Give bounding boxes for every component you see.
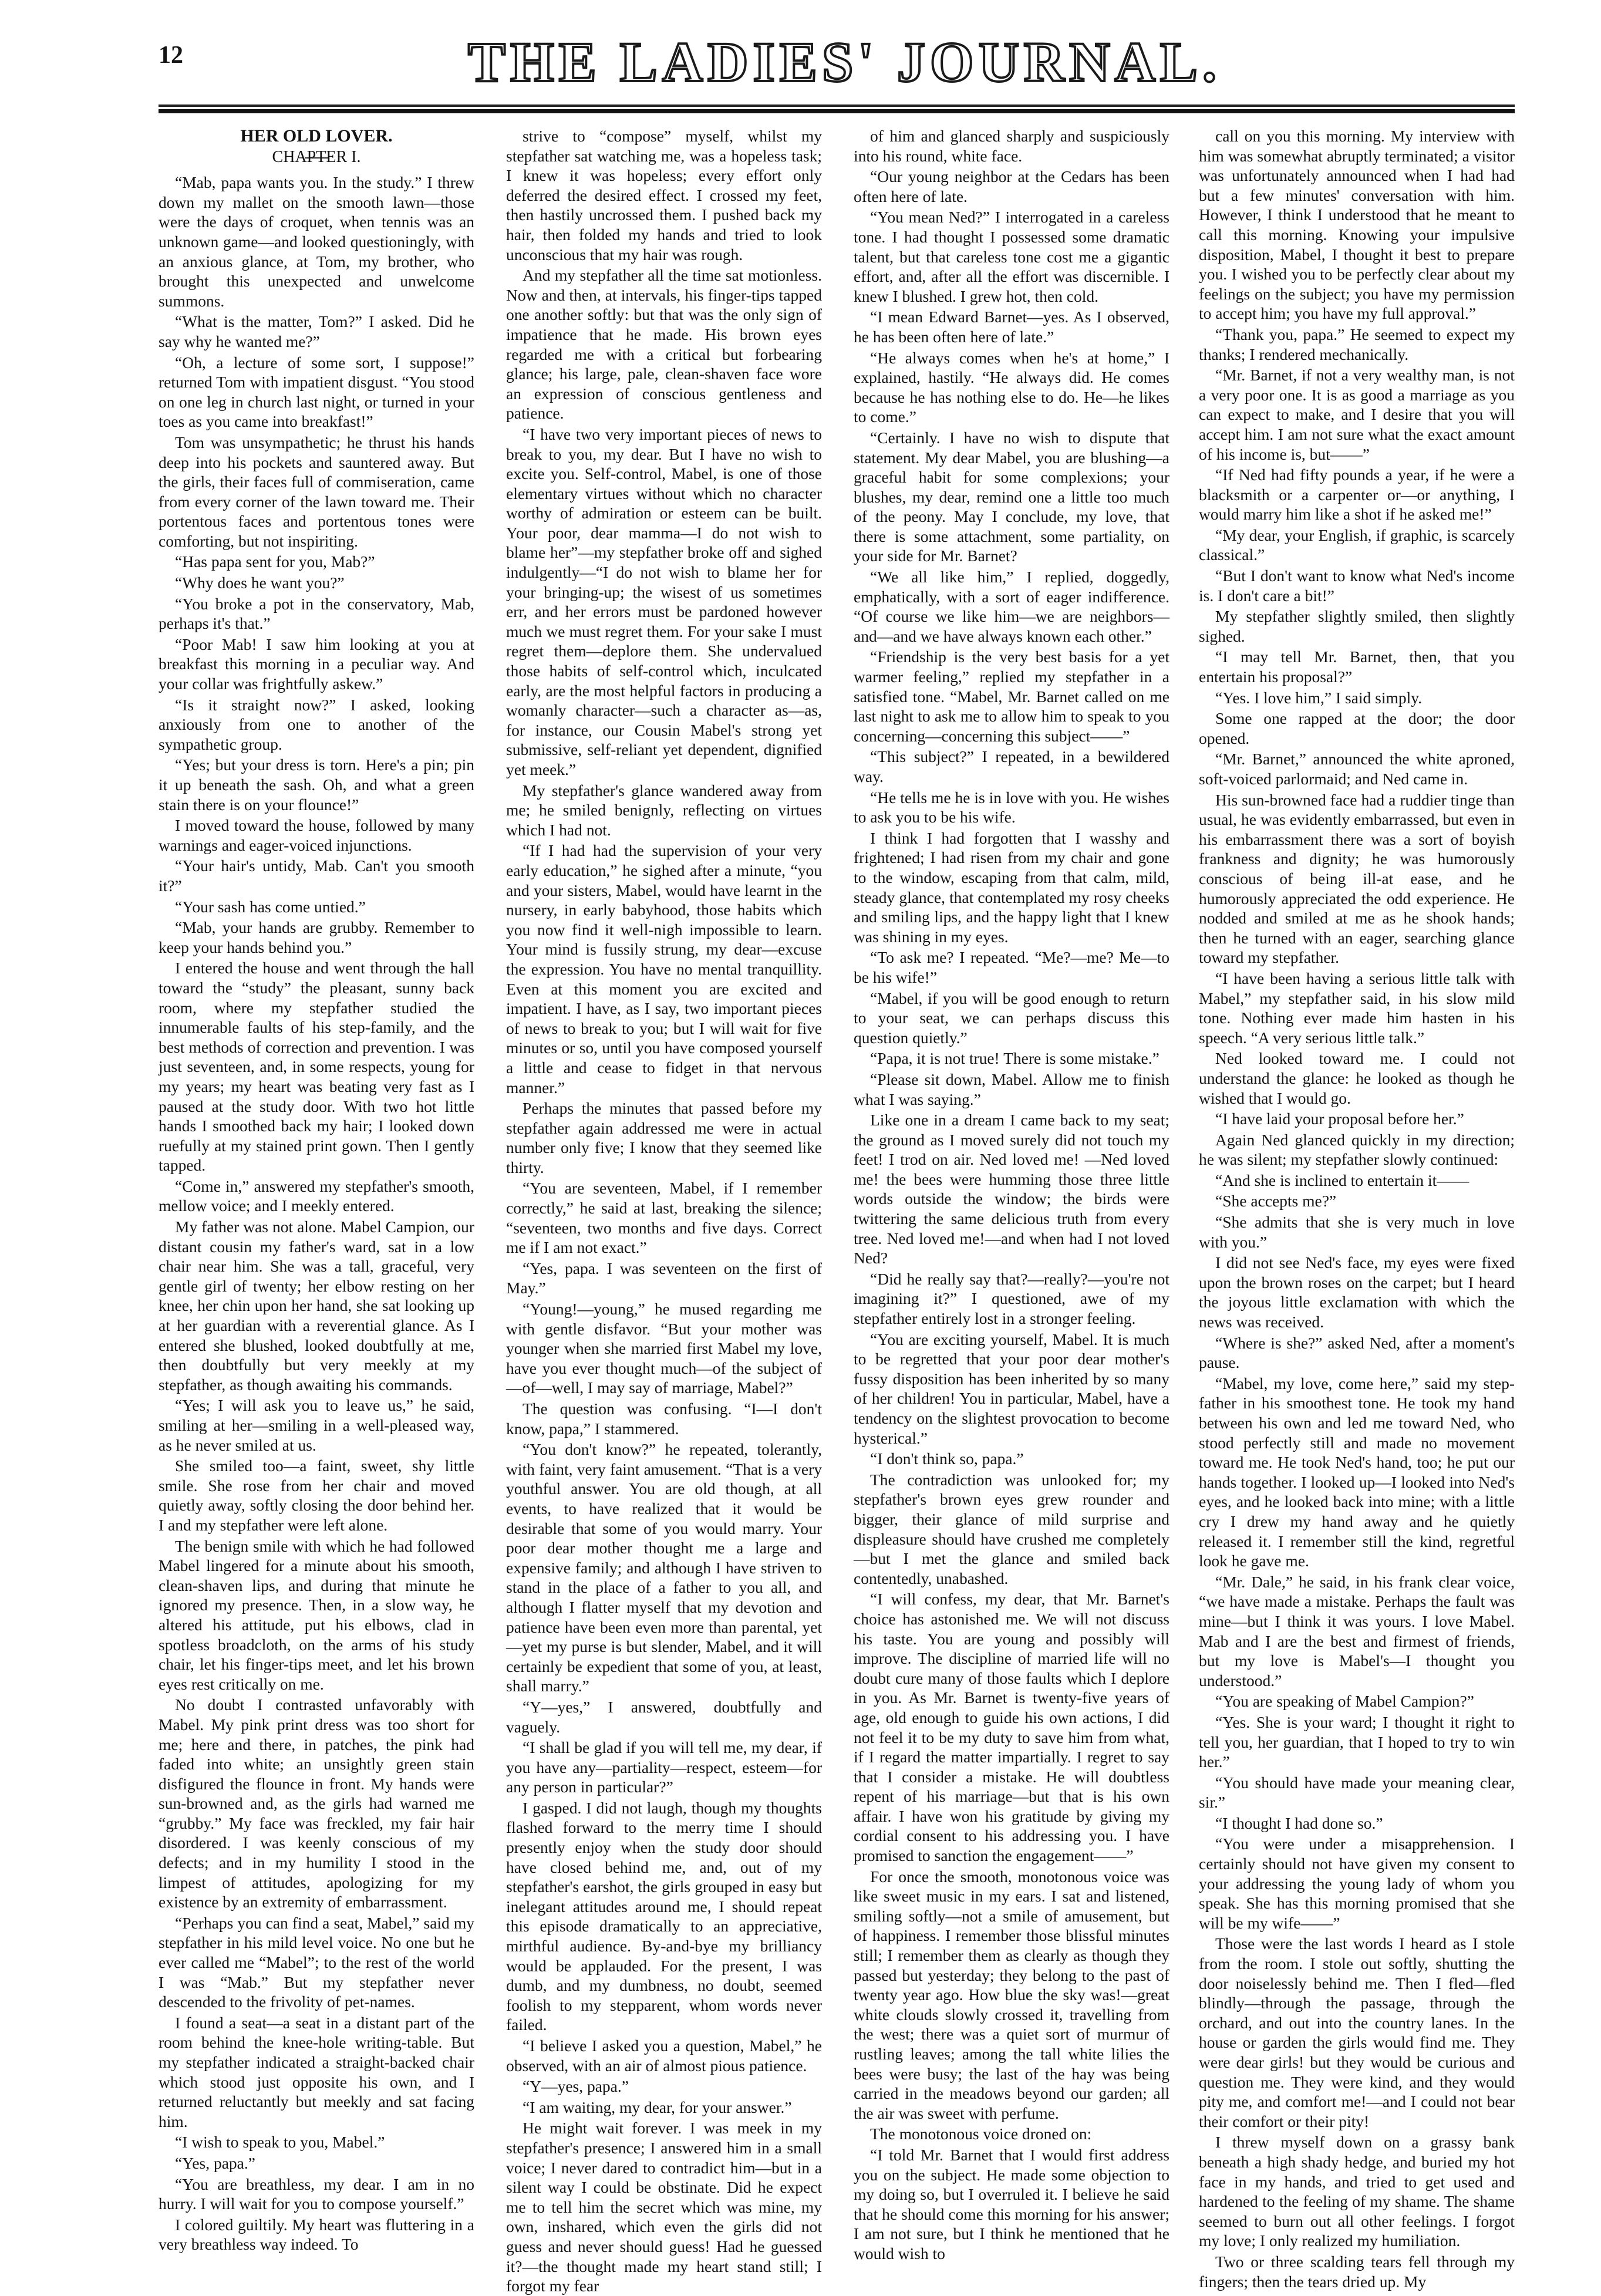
story-title: HER OLD LOVER. [240,126,393,146]
paragraph: “Please sit down, Mabel. Allow me to finish what I was saying.” [854,1070,1169,1108]
paragraph: He might wait forever. I was meek in my stepfather's presence; I answered him in a small voice; I never dared to contradict him—but in a silent way I could be obstinate. Did he expect me to tell him the secret which was mine, my own, inshared, which even the girls did not guess and never should guess! Had he guessed it?—the thought made my heart stand still; I forgot my fear [506,2119,822,2295]
paragraph: “I will confess, my dear, that Mr. Barnet's choice has astonished me. We will not discuss his taste. You are young and possibly will improve. The discipline of married life will no doubt cure many of those faults which I deplore in you. As Mr. Barnet is twenty-five years of age, old enough to guide his own actions, I did not feel it to be my duty to save him from what, if I regard the matter impartially. I regret to say that I consider a mistake. He will doubtless repent of his marriage—but that is his own affair. I have won his gratitude by giving my cordial consent to his addressing you. I have promised to sanction the engagement——” [854,1590,1169,1865]
paragraph: “And she is inclined to entertain it—— [1215,1171,1469,1189]
paragraph: “Yes, papa. I was seventeen on the first of May.” [506,1259,822,1297]
article-columns [159,126,1515,2295]
paragraph: “This subject?” I repeated, in a bewildered way. [854,747,1169,785]
paragraph: “Friendship is the very best basis for a yet warmer feeling,” replied my stepfather in a satisfied tone. “Mabel, Mr. Barnet called on me last night to ask me to allow him to speak to you concerning—concerning this subject——” [854,648,1169,745]
paragraph: No doubt I contrasted unfavorably with Mabel. My pink print dress was too short for me; here and there, in patches, the pink had faded into white; an unsightly green stain disfigured the flounce in front. My hands were sun-browned and, as the girls had warned me “grubby.” My face was freckled, my fair hair disordered. I was keenly conscious of my defects; and in my humility I stood in the limpest of attitudes, apologizing for my existence by an extremity of embarrassment. [159,1695,474,1911]
paragraph: I think I had forgotten that I wasshy and frightened; I had risen from my chair and gone to the window, escaping from that calm, mild, steady glance, that contemplated my rosy cheeks and smiling lips, and the happy light that I knew was shining in my eyes. [854,828,1169,946]
paragraph: “My dear, your English, if graphic, is scarcely classical.” [1199,525,1515,564]
paragraph: Some one rapped at the door; the door opened. [1199,709,1515,747]
paragraph: “Thank you, papa.” He seemed to expect my thanks; I rendered mechanically. [1199,325,1515,363]
paragraph: I moved toward the house, followed by many warnings and eager-voiced injunctions. [159,816,474,854]
paragraph: I colored guiltily. My heart was fluttering in a very breathless way indeed. To [159,2215,474,2254]
paragraph: “She admits that she is very much in love with you.” [1199,1213,1515,1251]
paragraph: Perhaps the minutes that passed before my stepfather again addressed me were in actual number only five; I know that they seemed like thirty. [506,1099,822,1176]
paragraph: “I am waiting, my dear, for your answer.” [523,2098,792,2116]
paragraph: “You should have made your meaning clear, sir.” [1199,1773,1515,1812]
paragraph: I entered the house and went through the hall toward the “study” the pleasant, sunny back room, where my stepfather studied the innumerable faults of his step-family, and the best methods of correction and prevention. I was just seventeen, and, in some respects, young for my years; my heart was beating very fast as I paused at the study door. With two hot little hands I smoothed back my hair; I looked down ruefully at my stained print gown. Then I gently tapped. [159,959,474,1175]
paragraph: “You are breathless, my dear. I am in no hurry. I will wait for you to compose yourself.” [159,2174,474,2213]
paragraph: Again Ned glanced quickly in my direction; he was silent; my stepfather slowly continued: [1199,1130,1515,1169]
paragraph: “I have laid your proposal before her.” [1215,1110,1464,1128]
paragraph: “Where is she?” asked Ned, after a moment's pause. [1199,1333,1515,1372]
paragraph: “What is the matter, Tom?” I asked. Did he say why he wanted me?” [159,312,474,350]
paragraph: “Young!—young,” he mused regarding me with gentle disfavor. “But your mother was younger when she married first Mabel my love, have you ever thought much—of the subject of—of—well, I may say of marriage, Mabel?” [506,1300,822,1397]
paragraph: “I told Mr. Barnet that I would first address you on the subject. He made some objection to my doing so, but I overruled it. I believe he said that he should come this morning for his answer; I am not sure, but I think he mentioned that he would wish to [854,2145,1169,2263]
paragraph: “I mean Edward Barnet—yes. As I observed, he has been often here of late.” [854,308,1169,346]
paragraph: The benign smile with which he had followed Mabel lingered for a minute about his smooth, clean-shaven lips, and during that minute he ignored my presence. Then, in a slow way, he altered his attitude, put his elbows, clad in spotless broadcloth, on the arms of his study chair, let his finger-tips meet, and let his brown eyes rest critically on me. [159,1536,474,1693]
paragraph: “Perhaps you can find a seat, Mabel,” said my stepfather in his mild level voice. No one but he ever called me “Mabel”; to the rest of the world I was “Mab.” But my stepfather never descended to the frivolity of pet-names. [159,1913,474,2011]
paragraph: “Y—yes, papa.” [523,2077,629,2096]
paragraph: “I may tell Mr. Barnet, then, that you entertain his proposal?” [1199,648,1515,686]
paragraph: “Mr. Barnet,” announced the white aproned, soft-voiced parlormaid; and Ned came in. [1199,750,1515,788]
paragraph: “Mab, papa wants you. In the study.” I threw down my mallet on the smooth lawn—those were the days of croquet, when tennis was an unknown game—and looked questioningly, with an anxious glance, at Tom, my brother, who brought this unexpected and unwelcome summons. [159,173,474,310]
paragraph: “But I don't want to know what Ned's income is. I don't care a bit!” [1199,567,1515,605]
paragraph: “You don't know?” he repeated, tolerantly, with faint, very faint amusement. “That is a very youthful answer. You are old though, at all events, to have realized that it would be desirable that some of you would marry. Your poor dear mother thought me a large and expensive family; and although I have striven to stand in the place of a father to you all, and although I flatter myself that my devotion and patience have been even more than parental, yet—yet my purse is but slender, Mabel, and it will certainly be expedient that some of you, at least, shall marry.” [506,1440,822,1695]
paragraph: “You were under a misapprehension. I certainly should not have given my consent to your addressing the young lady of whom you speak. She has this morning promised that she will be my wife——” [1199,1835,1515,1932]
paragraph: “I have two very important pieces of news to break to you, my dear. But I have no wish to excite you. Self-control, Mabel, is one of those elementary virtues without which no character worthy of admiration or esteem can be built. Your poor, dear mamma—I do not wish to blame her”—my stepfather broke off and sighed indulgently—“I do not wish to blame her for your bringing-up; the wisest of us sometimes err, and her errors must be pardoned however much we must regret them. For your sake I must regret them—deplore them. She undervalued those habits of self-control which, inculcated early, are the most helpful factors in producing a womanly character—such a character as—as, for instance, our Cousin Mabel's strong yet submissive, self-reliant yet dependent, dignified yet meek.” [506,424,822,778]
paragraph: “Oh, a lecture of some sort, I suppose!” returned Tom with impatient disgust. “You stood on one leg in church last night, or turned in your toes as you came into breakfast!” [159,353,474,431]
paragraph: “Yes. She is your ward; I thought it right to tell you, her guardian, that I hoped to try to win her.” [1199,1712,1515,1771]
paragraph: My stepfather's glance wandered away from me; he smiled benignly, reflecting on virtues which I had not. [506,781,822,839]
paragraph: “I thought I had done so.” [1215,1813,1383,1832]
paragraph: “Yes, papa.” [175,2153,255,2172]
paragraph: “Mr. Dale,” he said, in his frank clear voice, “we have made a mistake. Perhaps the fault was mine—but I think it was yours. I love Mabel. Mab and I are the best and firmest of friends, but my love is Mabel's—I thought you understood.” [1199,1572,1515,1690]
paragraph: “Mabel, if you will be good enough to return to your seat, we can perhaps discuss this question quietly.” [854,989,1169,1047]
header-rule-thick [159,109,1515,113]
paragraph: “You broke a pot in the conservatory, Mab, perhaps it's that.” [159,594,474,633]
column-1 [159,126,474,2254]
paragraph: The monotonous voice droned on: [870,2125,1092,2143]
column-3 [854,126,1169,2263]
paragraph: Ned looked toward me. I could not understand the glance: he looked as though he wished that I would go. [1199,1049,1515,1107]
paragraph: The contradiction was unlooked for; my stepfather's brown eyes grew rounder and bigger, their glance of mild surprise and displeasure should have crushed me completely—but I met the glance and smiled back contentedly, unabashed. [854,1470,1169,1587]
paragraph: “I wish to speak to you, Mabel.” [175,2133,385,2152]
paragraph: “You mean Ned?” I interrogated in a careless tone. I had thought I possessed some dramatic talent, but that careless tone cost me a gigantic effort, and, after all the effort was discernible. I knew I blushed. I grew hot, then cold. [854,208,1169,305]
paragraph: “Mabel, my love, come here,” said my step-father in his smoothest tone. He took my hand between his own and led me toward Ned, who stood perfectly still and made no movement toward me. He took Ned's hand, too; he put our hands together. I looked up—I looked into Ned's eyes, and he looked back into mine; with a little cry I drew my hand away and he quietly released it. I remember still the kind, regretful look he gave me. [1199,1374,1515,1570]
paragraph: “Yes. I love him,” I said simply. [1215,688,1423,707]
chapter-heading: CHAPTER I. [272,147,361,166]
paragraph: “You are exciting yourself, Mabel. It is much to be regretted that your poor dear mother's fussy disposition has been inherited by so many of her children! You in particular, Mabel, have a tendency on the slightest provocation to become hysterical.” [854,1330,1169,1447]
paragraph: “Mr. Barnet, if not a very wealthy man, is not a very poor one. It is as good a marriage as you can expect to make, and I desire that you will accept him. I am not sure what the exact amount of his income is, but——” [1199,366,1515,463]
paragraph: And my stepfather all the time sat motionless. Now and then, at intervals, his finger-tips tapped one another softly: but that was the only sign of impatience that he made. His brown eyes regarded me with a critical but forbearing glance; his large, pale, clean-shaven face wore an expression of conscious gentleness and patience. [506,266,822,423]
paragraph: “Is it straight now?” I asked, looking anxiously from one to another of the sympathetic group. [159,695,474,753]
paragraph: Like one in a dream I came back to my seat; the ground as I moved surely did not touch my feet! I trod on air. Ned loved me! —Ned loved me! the bees were humming those three little words outside the window; the birds were twittering the same delicious truth from every tree. Ned loved me!—and when had I not loved Ned? [854,1111,1169,1267]
paragraph: “We all like him,” I replied, doggedly, emphatically, with a sort of eager indifference. “Of course we like him—we are neighbors—and—and we have always known each other.” [854,568,1169,645]
paragraph: My father was not alone. Mabel Campion, our distant cousin my father's ward, sat in a low chair near him. She was a tall, graceful, very gentle girl of twenty; her elbow resting on her knee, her chin upon her hand, she sat looking up at her guardian with a reverential glance. As I entered she blushed, looked doubtfully at me, then doubtfully but very meekly at my stepfather, as though awaiting his commands. [159,1218,474,1394]
paragraph: “I have been having a serious little talk with Mabel,” my stepfather said, in his slow mild tone. Nothing ever made him hasten in his speech. “A very serious little talk.” [1199,969,1515,1047]
paragraph: “He always comes when he's at home,” I explained, hastily. “He always did. He comes because he has nothing else to do. He—he likes to come.” [854,348,1169,426]
paragraph: My stepfather slightly smiled, then slightly sighed. [1199,607,1515,645]
paragraph: I found a seat—a seat in a distant part of the room behind the knee-hole writing-table. But my stepfather indicated a straight-backed chair which stood just opposite his own, and I returned reluctantly but meekly and sat facing him. [159,2013,474,2130]
paragraph: “You are speaking of Mabel Campion?” [1215,1692,1474,1711]
paragraph: “Certainly. I have no wish to dispute that statement. My dear Mabel, you are blushing—a graceful habit for some complexions; your blushes, my dear, remind one a little too much of the peony. May I conclude, my love, that there is some attachment, some partiality, on your side for Mr. Barnet? [854,428,1169,565]
paragraph: Those were the last words I heard as I stole from the room. I stole out softly, shutting the door noiselessly behind me. Then I fled—fled blindly—through the passage, through the orchard, and out into the country lanes. In the house or garden the girls would find me. They were dear girls! but they would be curious and question me. They were kind, and they would pity me, and comfort me!—and I could not bear their comfort or their pity! [1199,1934,1515,2130]
paragraph: “Yes; I will ask you to leave us,” he said, smiling at her—smiling in a well-pleased way, as he never smiled at us. [159,1396,474,1454]
column-2 [506,126,822,2295]
paragraph: “Our young neighbor at the Cedars has been often here of late. [854,167,1169,205]
paragraph: Two or three scalding tears fell through my fingers; then the tears dried up. My [1199,2252,1515,2291]
paragraph: “I believe I asked you a question, Mabel,” he observed, with an air of almost pious patience. [506,2037,822,2075]
journal-title: THE LADIES' JOURNAL. [468,31,1221,93]
paragraph: “Poor Mab! I saw him looking at you at breakfast this morning in a peculiar way. And your collar was frightfully askew.” [159,635,474,693]
paragraph: “She accepts me?” [1215,1192,1337,1211]
paragraph: “To ask me? I repeated. “Me?—me? Me—to be his wife!” [854,948,1169,986]
paragraph: “I don't think so, papa.” [870,1449,1024,1468]
paragraph: His sun-browned face had a ruddier tinge than usual, he was evidently embarrassed, but even in his embarrassment there was a sort of boyish frankness and dignity; he was humorously conscious of being ill-at ease, and he humorously appreciated the odd experience. He nodded and smiled at me as he shook hands; then he turned with an eager, searching glance toward my stepfather. [1199,790,1515,967]
paragraph: “I shall be glad if you will tell me, my dear, if you have any—partiality—respect, esteem—for any person in particular?” [506,1738,822,1796]
paragraph: call on you this morning. My interview with him was somewhat abruptly terminated; a visitor was unfortunately announced when I had had but a few minutes' conversation with him. However, I think I understood that he meant to call this morning. Knowing your impulsive disposition, Mabel, I thought it best to prepare you. I wished you to be perfectly clear about my feelings on the subject; you have my permission to accept him; you have my full approval.” [1199,127,1515,323]
paragraph: “Did he really say that?—really?—you're not imagining it?” I questioned, awe of my stepfather entirely lost in a stronger feeling. [854,1269,1169,1328]
paragraph: “Your sash has come untied.” [175,897,366,916]
paragraph: “Come in,” answered my stepfather's smooth, mellow voice; and I meekly entered. [159,1176,474,1215]
paragraph: “You are seventeen, Mabel, if I remember correctly,” he said at last, breaking the silence; “seventeen, two months and five days. Correct me if I am not exact.” [506,1179,822,1257]
paragraph: strive to “compose” myself, whilst my stepfather sat watching me, was a hopeless task; I knew it was hopeless; every effort only deferred the desired effect. I crossed my feet, then hastily uncrossed them. I pushed back my hair, then folded my hands and tried to look unconscious that my hair was rough. [506,127,822,264]
paragraph: “If I had had the supervision of your very early education,” he sighed after a minute, “you and your sisters, Mabel, would have learnt in the nursery, in early babyhood, those habits which you now find it well-nigh impossible to learn. Your mind is fussily strung, my dear—excuse the expression. You have no mental tranquillity. Even at this moment you are excited and impatient. I have, as I say, two important pieces of news to break to you; but I will wait for five minutes or so, until you have composed yourself a little and cease to fidget in that nervous manner.” [506,841,822,1097]
paragraph: “Mab, your hands are grubby. Remember to keep your hands behind you.” [159,918,474,956]
paragraph: “Has papa sent for you, Mab?” [175,552,375,571]
paragraph: “Your hair's untidy, Mab. Can't you smooth it?” [159,857,474,895]
paragraph: I did not see Ned's face, my eyes were fixed upon the brown roses on the carpet; but I heard the joyous little exclamation with which the news was received. [1199,1253,1515,1331]
paragraph: “Yes; but your dress is torn. Here's a pin; pin it up beneath the sash. Oh, and what a green stain there is on your flounce!” [159,756,474,814]
paragraph: She smiled too—a faint, sweet, shy little smile. She rose from her chair and moved quietly away, softly closing the door behind her. I and my stepfather were left alone. [159,1457,474,1534]
paragraph: For once the smooth, monotonous voice was like sweet music in my ears. I sat and listened, smiling softly—not a smile of amusement, but of happiness. I remember those blissful minutes still; I remember them as clearly as though they passed but yesterday; they belong to the past of twenty year ago. How blue the sky was!—great white clouds slowly crossed it, travelling from the west; there was a quiet sort of murmur of rustling leaves; among the tall white lilies the bees were busy; the last of the hay was being carried in the meadows beyond our garden; all the air was sweet with perfume. [854,1867,1169,2122]
paragraph: I gasped. I did not laugh, though my thoughts flashed forward to the merry time I should presently enjoy when the study door should have closed behind me, and, out of my stepfather's earshot, the girls grouped in easy but inelegant attitudes around me, I should repeat this episode dramatically to an appreciative, mirthful audience. By-and-bye my brilliancy would be applauded. For the present, I was dumb, and my dumbness, no doubt, seemed foolish to my stepparent, whom words never failed. [506,1798,822,2034]
paragraph: of him and glanced sharply and suspiciously into his round, white face. [854,127,1169,165]
header-rule-thin [159,104,1515,107]
paragraph: “Why does he want you?” [175,574,345,592]
paragraph: “He tells me he is in love with you. He wishes to ask you to be his wife. [854,788,1169,827]
paragraph: “If Ned had fifty pounds a year, if he were a blacksmith or a carpenter or—or anything, I would marry him like a shot if he asked me!” [1199,466,1515,524]
paragraph: I threw myself down on a grassy bank beneath a high shady hedge, and buried my hot face in my hands, and tried to get used and hardened to the feeling of my shame. The shame seemed to burn out all other feelings. I forgot my love; I only realized my humiliation. [1199,2133,1515,2250]
paragraph: “Y—yes,” I answered, doubtfully and vaguely. [506,1697,822,1736]
page-number: 12 [159,42,183,69]
paragraph: “Papa, it is not true! There is some mistake.” [870,1049,1160,1068]
paragraph: The question was confusing. “I—I don't know, papa,” I stammered. [506,1400,822,1438]
masthead [0,0,1601,129]
paragraph: Tom was unsympathetic; he thrust his hands deep into his pockets and sauntered away. But the girls, their faces full of commiseration, came from every corner of the lawn toward me. Their portentous faces and portentous tones were comforting, but not inspiriting. [159,433,474,550]
column-4 [1199,126,1515,2291]
